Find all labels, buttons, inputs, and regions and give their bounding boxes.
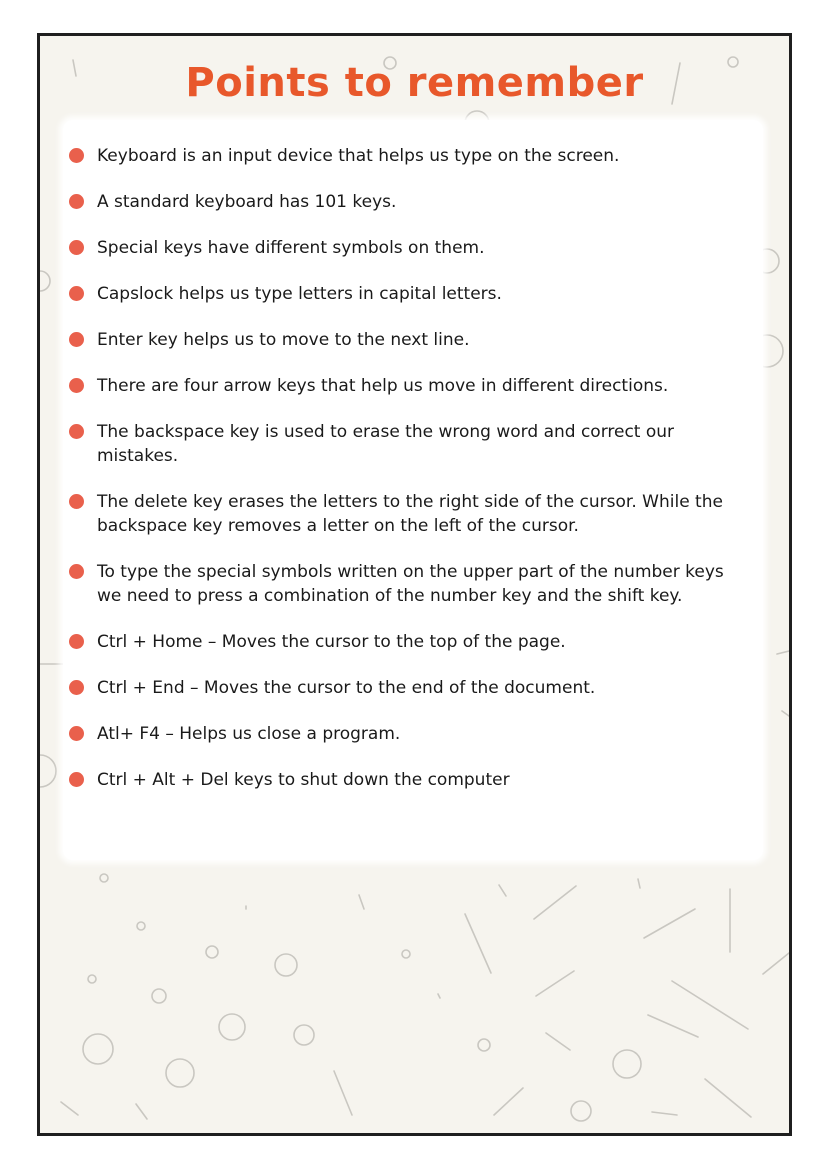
list-item [63, 190, 763, 214]
list-item [63, 144, 763, 168]
list-item [63, 490, 763, 538]
list-item [63, 630, 763, 654]
list-item [63, 282, 763, 306]
bullet-dot-icon [69, 378, 84, 393]
list-item [63, 236, 763, 260]
bullet-dot-icon [69, 240, 84, 255]
list-item [63, 374, 763, 398]
bullet-dot-icon [69, 772, 84, 787]
bullet-dot-icon [69, 564, 84, 579]
point-text: There are four arrow keys that help us move in different directions. [97, 376, 669, 396]
bullet-dot-icon [69, 194, 84, 209]
point-text: Ctrl + Alt + Del keys to shut down the computer [97, 770, 510, 790]
bullet-dot-icon [69, 634, 84, 649]
list-item [63, 328, 763, 352]
point-text: Atl+ F4 – Helps us close a program. [97, 724, 401, 744]
bullet-dot-icon [69, 332, 84, 347]
bullet-dot-icon [69, 148, 84, 163]
bullet-dot-icon [69, 726, 84, 741]
points-card [63, 120, 763, 860]
point-text: The delete key erases the letters to the right side of the cursor. While the backspace key removes a letter on the left of the cursor. [97, 492, 723, 536]
list-item [63, 768, 763, 792]
page-title: Points to remember [185, 60, 644, 106]
bullet-dot-icon [69, 494, 84, 509]
point-text: The backspace key is used to erase the wrong word and correct our mistakes. [97, 422, 675, 466]
worksheet-page [37, 33, 792, 1136]
bullet-dot-icon [69, 424, 84, 439]
list-item [63, 420, 763, 468]
point-text: Capslock helps us type letters in capital letters. [97, 284, 502, 304]
bullet-dot-icon [69, 286, 84, 301]
points-list [63, 144, 763, 814]
point-text: Ctrl + Home – Moves the cursor to the top of the page. [97, 632, 566, 652]
list-item [63, 560, 763, 608]
point-text: A standard keyboard has 101 keys. [97, 192, 397, 212]
bullet-dot-icon [69, 680, 84, 695]
point-text: Keyboard is an input device that helps us type on the screen. [97, 146, 620, 166]
point-text: Special keys have different symbols on them. [97, 238, 485, 258]
point-text: Ctrl + End – Moves the cursor to the end of the document. [97, 678, 596, 698]
point-text: Enter key helps us to move to the next line. [97, 330, 470, 350]
list-item [63, 722, 763, 746]
point-text: To type the special symbols written on the upper part of the number keys we need to press a combination of the number key and the shift key. [97, 562, 724, 606]
list-item [63, 676, 763, 700]
